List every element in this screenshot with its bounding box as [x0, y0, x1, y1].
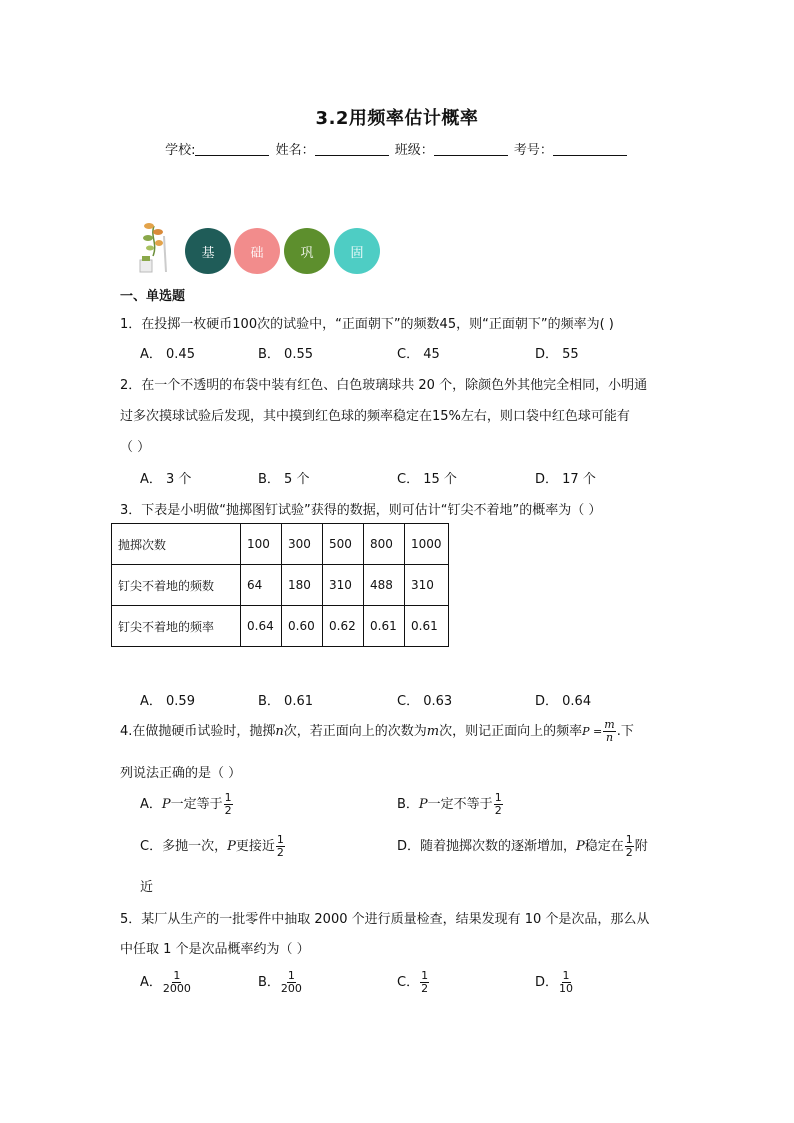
question-5-stem-line2: 中任取 1 个是次品概率约为（ ） [120, 942, 310, 957]
table-cell: 100 [241, 524, 282, 565]
banner-circle-gu: 固 [334, 228, 380, 274]
q3-option-a: A． 0.59 [140, 694, 195, 709]
q5-option-a: A． $\frac{1}{2000}$ [140, 969, 191, 995]
one-half-fraction: $\frac{1}{2}$ [494, 791, 502, 817]
q4-option-d: D．随着抛掷次数的逐渐增加，P稳定在 $\frac{1}{2}$ 附 [397, 833, 648, 859]
table-cell: 钉尖不着地的频数 [112, 565, 241, 606]
q2-option-d: D． 17 个 [535, 472, 596, 487]
table-row [112, 606, 449, 647]
q5-option-c: C． $\frac{1}{2}$ [397, 969, 429, 995]
m-variable: m [426, 724, 440, 739]
question-3-stem: 3．下表是小明做“抛掷图钉试验”获得的数据，则可估计“钉尖不着地”的概率为（ ） [120, 503, 602, 518]
table-cell: 800 [364, 524, 405, 565]
table-cell: 500 [323, 524, 364, 565]
class-blank [434, 142, 508, 156]
q2-option-b: B． 5 个 [258, 472, 310, 487]
q4-option-d-continuation: 近 [140, 880, 154, 895]
table-cell: 488 [364, 565, 405, 606]
n-variable: n [275, 724, 284, 739]
q5-option-b: B． $\frac{1}{200}$ [258, 969, 302, 995]
q3-option-d: D． 0.64 [535, 694, 592, 709]
q1-option-d: D． 55 [535, 347, 579, 362]
q1-option-c: C． 45 [397, 347, 440, 362]
table-cell: 钉尖不着地的频率 [112, 606, 241, 647]
table-cell: 180 [282, 565, 323, 606]
q5-option-d: D． $\frac{1}{10}$ [535, 969, 574, 995]
q1-option-b: B． 0.55 [258, 347, 313, 362]
question-2-stem-line2: 过多次摸球试验后发现，其中摸到红色球的频率稳定在15%左右，则口袋中红色球可能有 [120, 409, 630, 424]
section-title: 一、单选题 [120, 289, 186, 304]
q2-option-c: C． 15 个 [397, 472, 457, 487]
name-label: 姓名： [275, 143, 315, 158]
table-row [112, 565, 449, 606]
table-cell: 0.64 [241, 606, 282, 647]
table-row [112, 524, 449, 565]
school-label: 学校: [165, 143, 196, 158]
table-cell: 1000 [405, 524, 449, 565]
q4-option-c: C．多抛一次，P更接近 $\frac{1}{2}$ [140, 833, 284, 859]
q3-option-b: B． 0.61 [258, 694, 313, 709]
one-half-fraction: $\frac{1}{2}$ [276, 833, 284, 859]
exam-number-blank [553, 142, 627, 156]
q1-option-a: A． 0.45 [140, 347, 195, 362]
table-cell: 0.62 [323, 606, 364, 647]
banner-circle-gong: 巩 [284, 228, 330, 274]
table-cell: 300 [282, 524, 323, 565]
student-info-line [0, 139, 794, 158]
q3-data-table [111, 523, 449, 647]
table-cell: 310 [323, 565, 364, 606]
question-4-stem-line1: 4.在做抛硬币试验时，抛掷n次，若正面向上的次数为m次，则记正面向上的频率P = $\frac{m}{n}$ .下 [120, 718, 634, 744]
table-cell: 64 [241, 565, 282, 606]
q4-option-a: A．P一定等于 $\frac{1}{2}$ [140, 791, 232, 817]
question-2-stem-line3: （ ） [120, 440, 151, 455]
table-cell: 抛掷次数 [112, 524, 241, 565]
banner-circle-ji: 基 [185, 228, 231, 274]
question-4-stem-line2: 列说法正确的是（ ） [120, 766, 242, 781]
exam-number-label: 考号： [513, 143, 553, 158]
page-title: 3.2用频率估计概率 [315, 108, 479, 129]
q3-option-c: C． 0.63 [397, 694, 453, 709]
school-blank [195, 142, 269, 156]
question-1-stem: 1．在投掷一枚硬币100次的试验中，“正面朝下”的频数45，则“正面朝下”的频率为( ) [120, 317, 614, 332]
q4-option-b: B．P一定不等于 $\frac{1}{2}$ [397, 791, 502, 817]
q2-option-a: A． 3 个 [140, 472, 192, 487]
one-half-fraction: $\frac{1}{2}$ [625, 833, 633, 859]
one-half-fraction: $\frac{1}{2}$ [224, 791, 232, 817]
plant-decoration-icon [136, 216, 172, 274]
table-cell: 0.61 [405, 606, 449, 647]
table-cell: 0.60 [282, 606, 323, 647]
m-over-n-fraction: $\frac{m}{n}$ [604, 718, 615, 744]
table-cell: 0.61 [364, 606, 405, 647]
banner-circle-chu: 础 [234, 228, 280, 274]
class-label: 班级： [394, 143, 434, 158]
table-cell: 310 [405, 565, 449, 606]
question-5-stem-line1: 5．某厂从生产的一批零件中抽取 2000 个进行质量检查，结果发现有 10 个是次品，那么从 [120, 912, 650, 927]
name-blank [315, 142, 389, 156]
question-2-stem-line1: 2．在一个不透明的布袋中装有红色、白色玻璃球共 20 个，除颜色外其他完全相同，小明通 [120, 378, 648, 393]
